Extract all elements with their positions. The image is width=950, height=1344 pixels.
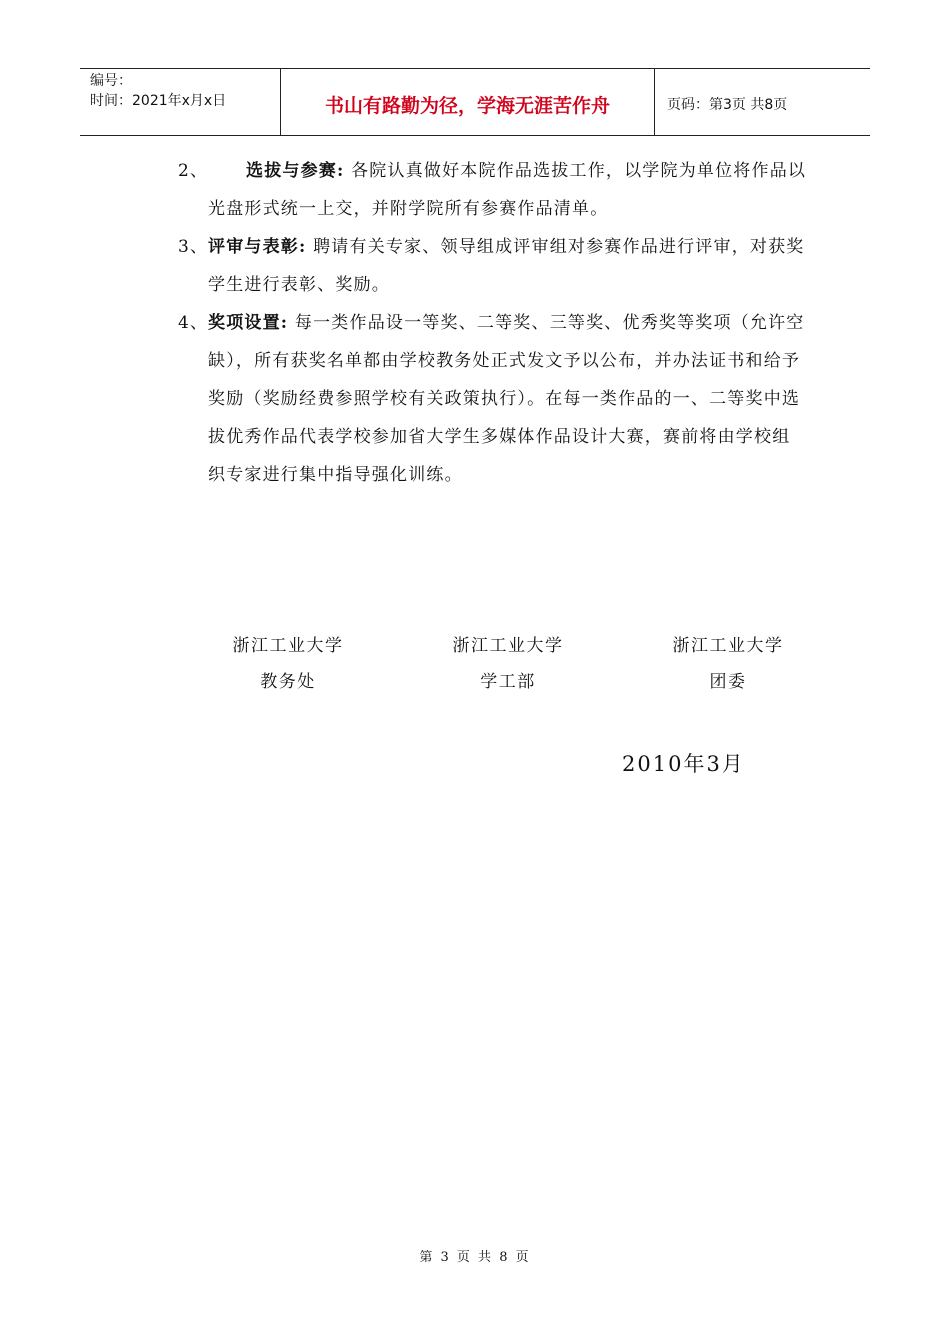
item-text: 各院认真做好本院作品选拔工作，以学院为单位将作品以光盘形式统一上交，并附学院所有参赛作品清单。 <box>208 161 807 219</box>
item-heading: 选拔与参赛: <box>246 161 345 181</box>
list-item <box>178 152 808 228</box>
header-motto: 书山有路勤为径，学海无涯苦作舟 <box>281 69 655 135</box>
document-date: 2010年3月 <box>622 752 745 776</box>
signer-dept: 团委 <box>709 672 747 692</box>
header-meta <box>80 69 281 135</box>
list-item <box>178 304 808 494</box>
item-heading: 评审与表彰: <box>208 237 307 257</box>
page-footer: 第 3 页 共 8 页 <box>419 1250 531 1265</box>
document-number-label: 编号： <box>90 73 132 89</box>
document-body <box>0 152 950 494</box>
item-number: 3、 <box>178 237 209 257</box>
signer-student-affairs <box>428 628 588 700</box>
item-text: 聘请有关专家、领导组成评审组对参赛作品进行评审，对获奖学生进行表彰、奖励。 <box>208 237 805 295</box>
item-number: 4、 <box>178 313 209 333</box>
signer-org: 浙江工业大学 <box>452 636 564 656</box>
signer-youth-league <box>648 628 808 700</box>
signer-org: 浙江工业大学 <box>232 636 344 656</box>
signer-org: 浙江工业大学 <box>672 636 784 656</box>
item-number: 2、 <box>178 161 209 181</box>
signer-dept: 教务处 <box>260 672 316 692</box>
signer-dept: 学工部 <box>480 672 536 692</box>
item-text: 每一类作品设一等奖、二等奖、三等奖、优秀奖等奖项（允许空缺），所有获奖名单都由学校教务处正式发文予以公布，并办法证书和给予奖励（奖励经费参照学校有关政策执行）。在每一类作品的一、二等奖中选拔优秀作品代表学校参加省大学生多媒体作品设计大赛，赛前将由学校组织专家进行集中指导强化训练。 <box>208 313 805 485</box>
document-time-label: 时间：2021年x月x日 <box>90 93 227 109</box>
header-page-info: 页码：第3页 共8页 <box>667 97 788 113</box>
page-header <box>80 68 870 136</box>
list-item <box>178 228 808 304</box>
signer-academic-affairs <box>208 628 368 700</box>
item-heading: 奖项设置: <box>208 313 289 333</box>
